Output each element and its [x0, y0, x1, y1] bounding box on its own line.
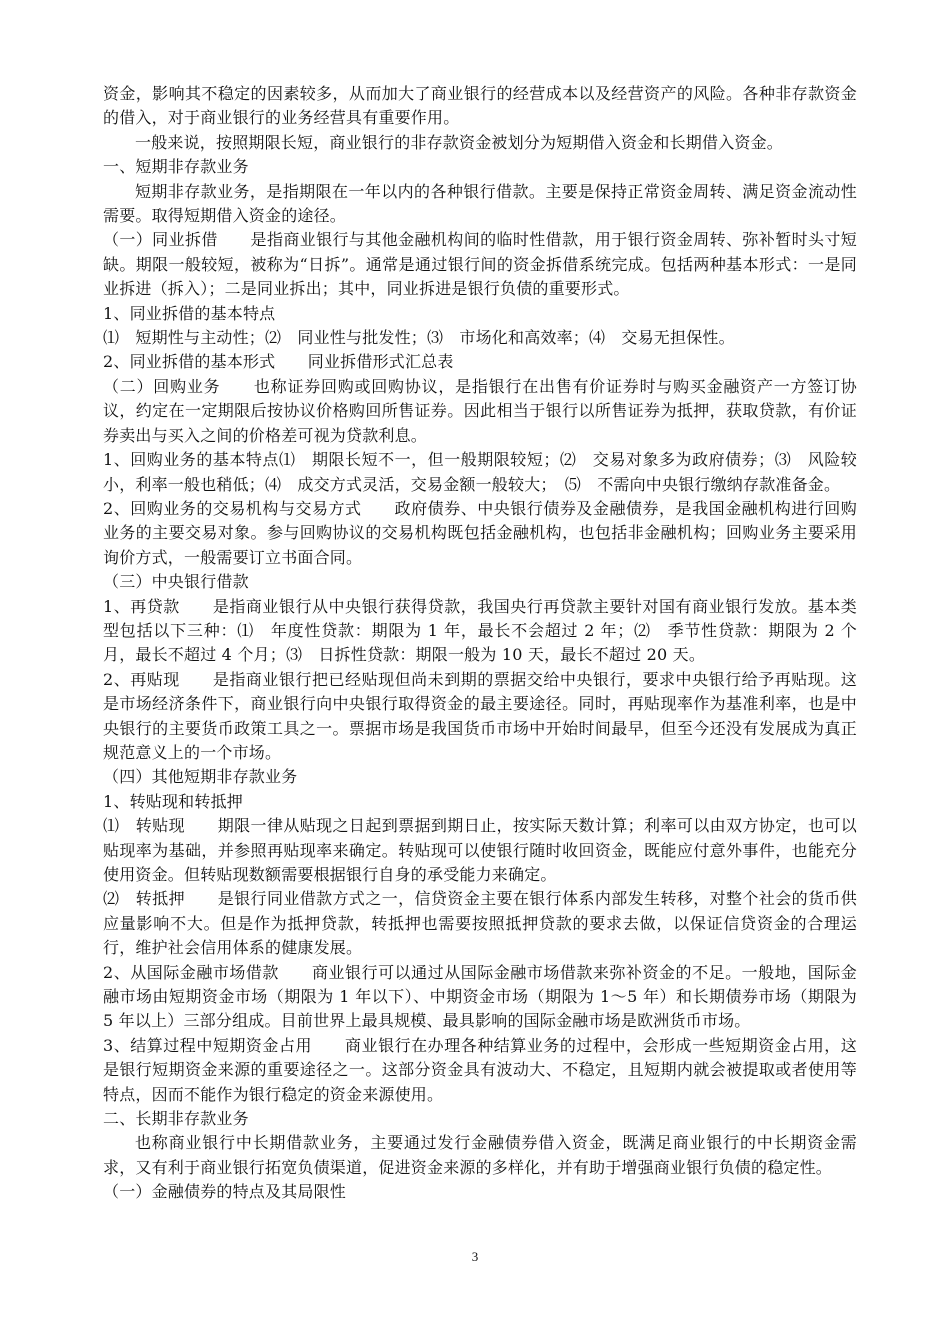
paragraph: 2、再贴现 是指商业银行把已经贴现但尚未到期的票据交给中央银行，要求中央银行给予再贴现。这是市场经济条件下，商业银行向中央银行取得资金的最主要途径。同时，再贴现率作为基准利率，也是中央银行的主要货币政策工具之一。票据市场是我国货币市场中开始时间最早，但至今还没有发展成为真正规范意义上的一个市场。 — [103, 669, 857, 762]
paragraph: 1、再贷款 是指商业银行从中央银行获得贷款，我国央行再贷款主要针对国有商业银行发放。基本类型包括以下三种：⑴ 年度性贷款：期限为 1 年，最长不会超过 2 年；⑵ 季节性贷款：期限为 2 个月，最长不超过 4 个月；⑶ 日拆性贷款：期限一般为 10 天，最长不超过 20 天。 — [103, 596, 857, 665]
paragraph: 1、回购业务的基本特点⑴ 期限长短不一，但一般期限较短；⑵ 交易对象多为政府债券；⑶ 风险较小，利率一般也稍低；⑷ 成交方式灵活，交易金额一般较大； ⑸ 不需向中央银行缴纳存款准备金。 — [103, 450, 857, 494]
paragraph: 2、同业拆借的基本形式 同业拆借形式汇总表 — [103, 352, 454, 372]
paragraph: 1、同业拆借的基本特点 — [103, 303, 276, 323]
paragraph: 资金，影响其不稳定的因素较多，从而加大了商业银行的经营成本以及经营资产的风险。各种非存款资金的借入，对于商业银行的业务经营具有重要作用。 — [103, 84, 857, 128]
paragraph: 一、短期非存款业务 — [103, 157, 249, 177]
paragraph: 2、回购业务的交易机构与交易方式 政府债券、中央银行债券及金融债券，是我国金融机构进行回购业务的主要交易对象。参与回购协议的交易机构既包括金融机构，也包括非金融机构；回购业务主要采用询价方式，一般需要订立书面合同。 — [103, 498, 857, 567]
page-number: 3 — [471, 1249, 479, 1264]
paragraph: ⑴ 短期性与主动性；⑵ 同业性与批发性；⑶ 市场化和高效率；⑷ 交易无担保性。 — [103, 328, 735, 348]
paragraph: 2、从国际金融市场借款 商业银行可以通过从国际金融市场借款来弥补资金的不足。一般地，国际金融市场由短期资金市场（期限为 1 年以下）、中期资金市场（期限为 1～5 年）和长期债券市场（期限为 5 年以上）三部分组成。目前世界上最具规模、最具影响的国际金融市场是欧洲货币市场。 — [103, 962, 857, 1031]
paragraph: 1、转贴现和转抵押 — [103, 791, 243, 811]
paragraph: 也称商业银行中长期借款业务，主要通过发行金融债券借入资金，既满足商业银行的中长期资金需求，又有利于商业银行拓宽负债渠道，促进资金来源的多样化，并有助于增强商业银行负债的稳定性。 — [103, 1133, 857, 1177]
document-body — [103, 82, 857, 1205]
paragraph: （四）其他短期非存款业务 — [103, 767, 298, 787]
paragraph: 短期非存款业务，是指期限在一年以内的各种银行借款。主要是保持正常资金周转、满足资金流动性需要。取得短期借入资金的途径。 — [103, 181, 857, 226]
paragraph: （三）中央银行借款 — [103, 572, 249, 592]
paragraph: 二、长期非存款业务 — [103, 1109, 249, 1129]
paragraph: （一）同业拆借 是指商业银行与其他金融机构间的临时性借款，用于银行资金周转、弥补暂时头寸短缺。期限一般较短，被称为“日拆”。通常是通过银行间的资金拆借系统完成。包括两种基本形式：一是同业拆进（拆入）；二是同业拆出；其中，同业拆进是银行负债的重要形式。 — [103, 230, 857, 299]
paragraph: ⑵ 转抵押 是银行同业借款方式之一，信贷资金主要在银行体系内部发生转移，对整个社会的货币供应量影响不大。但是作为抵押贷款，转抵押也需要按照抵押贷款的要求去做，以保证信贷资金的合理运行，维护社会信用体系的健康发展。 — [103, 889, 857, 958]
paragraph: （一）金融债券的特点及其局限性 — [103, 1182, 347, 1202]
paragraph: 3、结算过程中短期资金占用 商业银行在办理各种结算业务的过程中，会形成一些短期资金占用，这是银行短期资金来源的重要途径之一。这部分资金具有波动大、不稳定，且短期内就会被提取或者使用等特点，因而不能作为银行稳定的资金来源使用。 — [103, 1035, 857, 1104]
paragraph: 一般来说，按照期限长短，商业银行的非存款资金被划分为短期借入资金和长期借入资金。 — [135, 132, 784, 152]
paragraph: （二）回购业务 也称证券回购或回购协议，是指银行在出售有价证券时与购买金融资产一方签订协议，约定在一定期限后按协议价格购回所售证券。因此相当于银行以所售证券为抵押，获取贷款，有价证券卖出与买入之间的价格差可视为贷款利息。 — [103, 376, 857, 445]
paragraph: ⑴ 转贴现 期限一律从贴现之日起到票据到期日止，按实际天数计算；利率可以由双方协定，也可以贴现率为基础，并参照再贴现率来确定。转贴现可以使银行随时收回资金，既能应付意外事件，也能充分使用资金。但转贴现数额需要根据银行自身的承受能力来确定。 — [103, 816, 857, 884]
